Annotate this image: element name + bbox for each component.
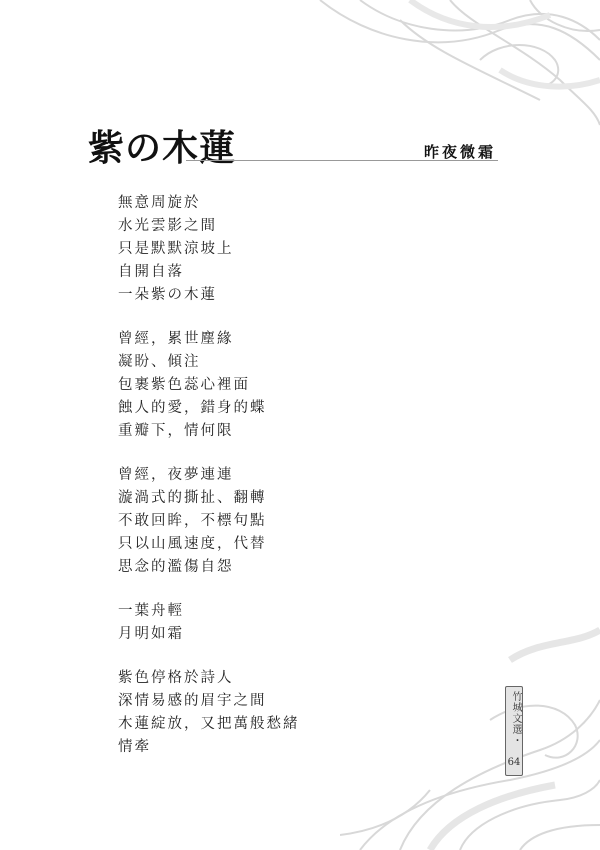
poem-line: 凝盼、傾注 [118,354,201,370]
poem-line: 自開自落 [118,264,184,280]
poem-line: 無意周旋於 [118,195,201,211]
poem-line: 只是默默涼坡上 [118,241,234,257]
stanza-2 [118,328,498,443]
poem-line: 包裹紫色蕊心裡面 [118,377,250,393]
page-number: 64 [507,757,521,768]
poem-line: 不敢回眸，不標句點 [118,513,267,529]
poem-line: 重瓣下，情何限 [118,423,234,439]
poem-line: 月明如霜 [118,626,184,642]
poem-line: 一葉舟輕 [118,603,184,619]
poem-line: 深情易感的眉宇之間 [118,693,267,709]
stanza-5 [118,667,498,759]
poem-line: 木蓮綻放，又把萬般愁緒 [118,716,300,732]
decorative-swirl-top [300,0,600,130]
stanza-4 [118,600,498,646]
poem-line: 紫色停格於詩人 [118,670,234,686]
poem-line: 曾經，夜夢連連 [118,467,234,483]
section-label: 竹城文選・ [510,691,521,746]
poem-line: 一朵紫の木蓮 [118,287,217,303]
section-side-tab [505,686,523,776]
stanza-1 [118,192,498,307]
poem-line: 曾經，累世塵緣 [118,331,234,347]
poem-body [118,192,498,780]
poem-line: 思念的濫傷自怨 [118,559,234,575]
poem-line: 情牽 [118,739,151,755]
stanza-3 [118,464,498,579]
poem-line: 蝕人的愛，錯身的蝶 [118,400,267,416]
poem-title: 紫の木蓮 [88,127,237,169]
poem-line: 漩渦式的撕扯、翻轉 [118,490,267,506]
poem-line: 只以山風速度，代替 [118,536,267,552]
poem-line: 水光雲影之間 [118,218,217,234]
author-name: 昨夜微霜 [424,143,497,161]
